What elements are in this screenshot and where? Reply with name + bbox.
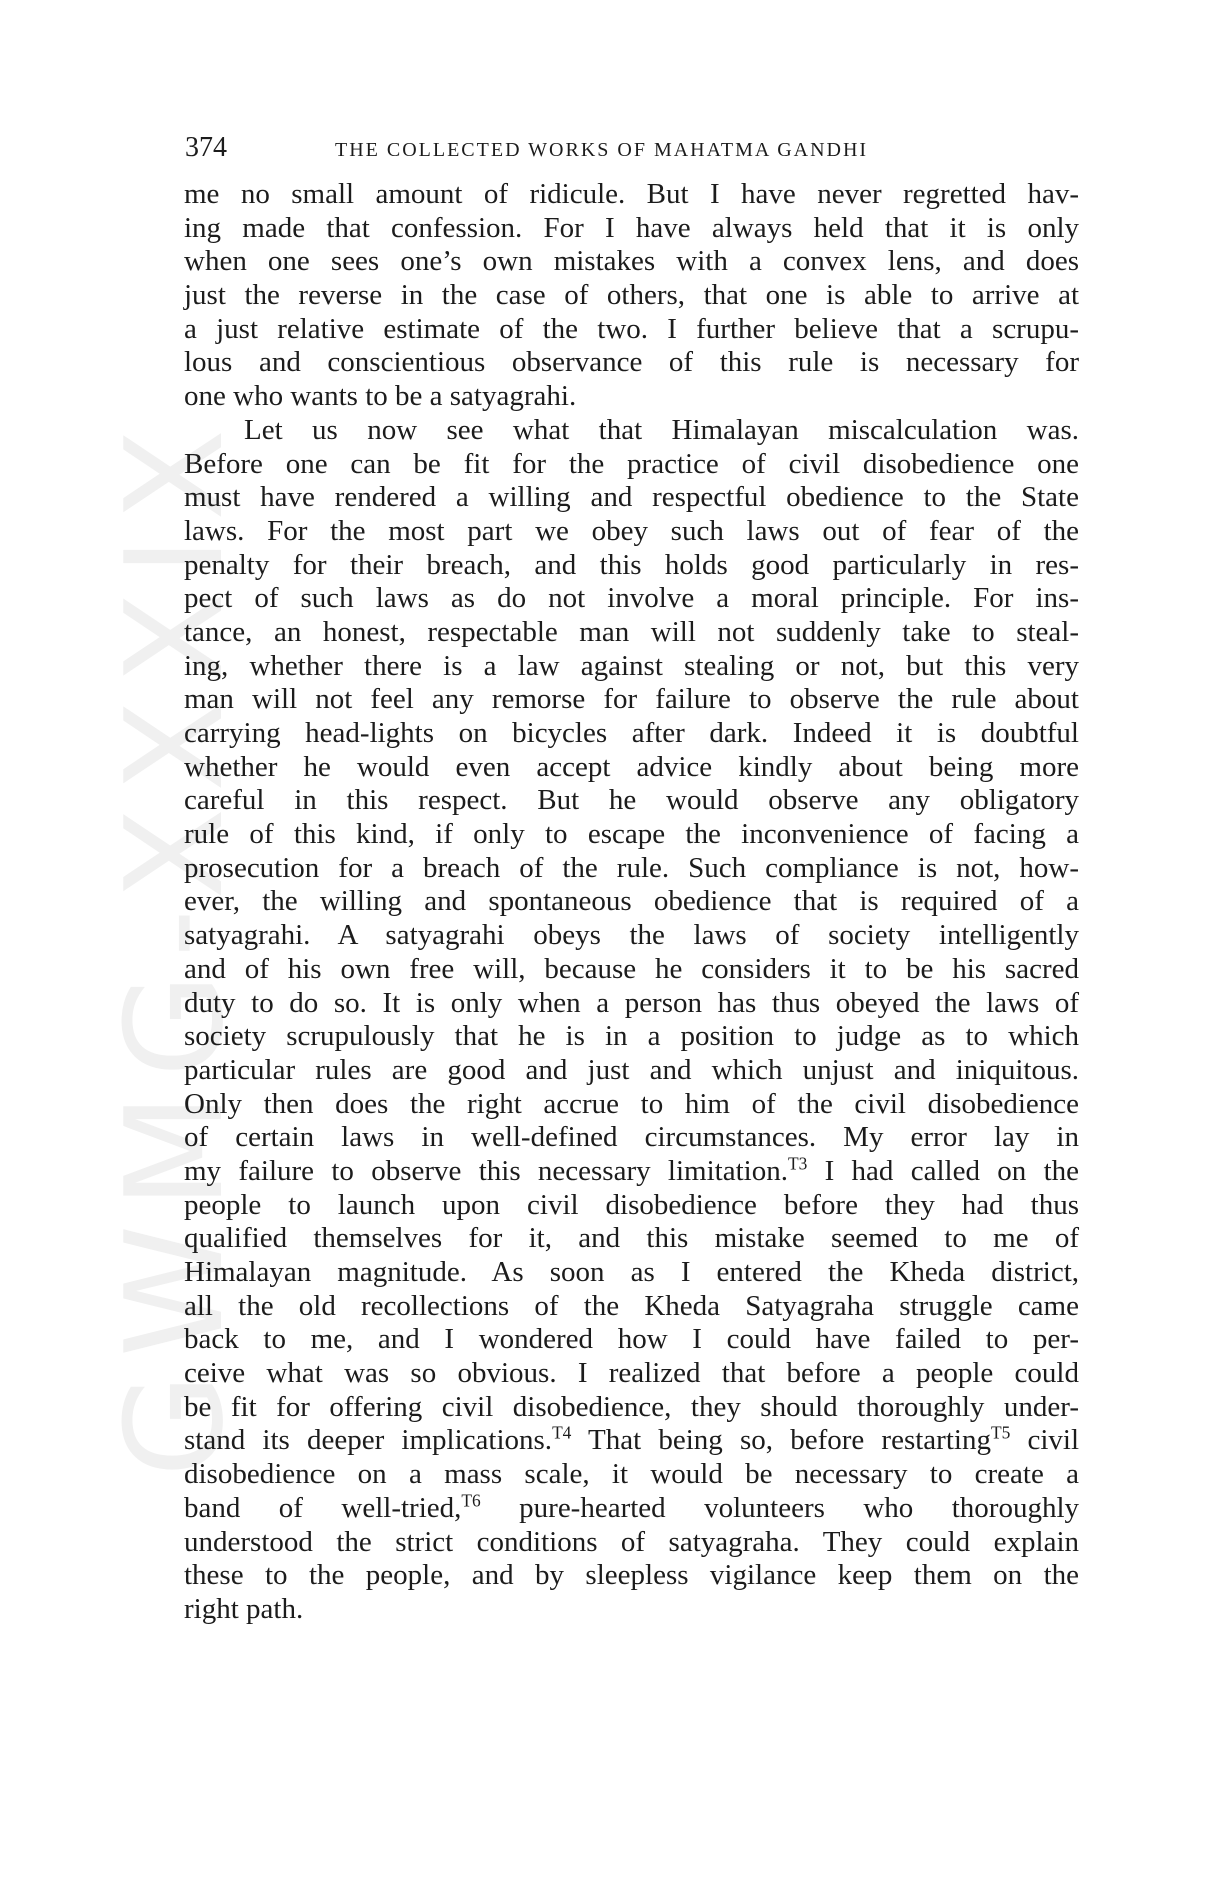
text-line: back to me, and I wondered how I could have failed to per- — [184, 1323, 1079, 1356]
text-line: a just relative estimate of the two. I further believe that a scrupu- — [184, 312, 1079, 345]
footnote-ref-t5: T5 — [990, 1422, 1011, 1443]
text-line: disobedience on a mass scale, it would be necessary to create a — [184, 1458, 1079, 1491]
running-title: THE COLLECTED WORKS OF MAHATMA GANDHI — [335, 139, 869, 161]
text-line — [184, 1492, 1079, 1526]
text-line: duty to do so. It is only when a person has thus obeyed the laws of — [184, 986, 1079, 1019]
text-line: Himalayan magnitude. As soon as I entered the Kheda district, — [184, 1256, 1079, 1288]
text-line: rule of this kind, if only to escape the inconvenience of facing a — [184, 818, 1079, 851]
text-line — [184, 1424, 1079, 1458]
text-line: Before one can be fit for the practice of civil disobedience one — [184, 447, 1079, 480]
text-line: when one sees one’s own mistakes with a convex lens, and does — [184, 245, 1079, 278]
text-line: tance, an honest, respectable man will not suddenly take to steal- — [184, 615, 1079, 648]
text-line: understood the strict conditions of satyagraha. They could explain — [184, 1525, 1079, 1558]
text-line: right path. — [184, 1592, 304, 1625]
text-line: particular rules are good and just and which unjust and iniquitous. — [184, 1053, 1079, 1086]
page-number: 374 — [185, 132, 227, 163]
text-line: satyagrahi. A satyagrahi obeys the laws of society intelligently — [184, 919, 1079, 952]
text-line: society scrupulously that he is in a position to judge as to which — [184, 1020, 1079, 1053]
text-line: carrying head-lights on bicycles after dark. Indeed it is doubtful — [184, 717, 1079, 749]
text-fragment: That being so, before restarting — [571, 1424, 991, 1457]
text-line: Only then does the right accrue to him of the civil disobedience — [184, 1087, 1079, 1120]
text-fragment: civil — [1010, 1424, 1080, 1457]
text-line: prosecution for a breach of the rule. Such compliance is not, how- — [184, 851, 1079, 884]
text-line: must have rendered a willing and respectful obedience to the State — [184, 481, 1079, 514]
text-line: man will not feel any remorse for failure to observe the rule about — [184, 683, 1079, 716]
text-line: one who wants to be a satyagrahi. — [184, 380, 577, 413]
text-fragment: pure-hearted volunteers who thoroughly — [480, 1491, 1079, 1524]
text-line: people to launch upon civil disobedience before they had thus — [184, 1188, 1079, 1221]
footnote-ref-t3: T3 — [787, 1153, 808, 1174]
text-line: penalty for their breach, and this holds good particularly in res- — [184, 548, 1079, 581]
text-fragment: band of well-tried, — [184, 1491, 462, 1524]
text-fragment: I had called on the — [807, 1154, 1080, 1187]
text-line: of certain laws in well-defined circumstances. My error lay in — [184, 1121, 1079, 1154]
page-header — [185, 132, 1080, 168]
text-line: careful in this respect. But he would observe any obligatory — [184, 784, 1079, 817]
footnote-ref-t6: T6 — [461, 1490, 481, 1511]
text-line: ceive what was so obvious. I realized that before a people could — [184, 1357, 1079, 1390]
text-line: laws. For the most part we obey such laws out of fear of the — [184, 514, 1079, 547]
text-line: me no small amount of ridicule. But I have never regretted hav- — [184, 178, 1079, 210]
watermark-text: GWMG-XXXIX — [97, 412, 253, 1478]
text-line: ever, the willing and spontaneous obedience that is required of a — [184, 885, 1079, 918]
text-fragment: my failure to observe this necessary limitation. — [184, 1154, 788, 1187]
text-line: ing, whether there is a law against stealing or not, but this very — [184, 649, 1079, 682]
text-line: and of his own free will, because he considers it to be his sacred — [184, 952, 1079, 985]
text-line: ing made that confession. For I have always held that it is only — [184, 211, 1079, 244]
text-line: pect of such laws as do not involve a moral principle. For ins- — [184, 582, 1079, 615]
text-line: whether he would even accept advice kindly about being more — [184, 750, 1079, 783]
text-line: Let us now see what that Himalayan miscalculation was. — [244, 413, 1079, 446]
text-line: just the reverse in the case of others, that one is able to arrive at — [184, 279, 1079, 312]
footnote-ref-t4: T4 — [552, 1422, 572, 1443]
text-line: these to the people, and by sleepless vigilance keep them on the — [184, 1559, 1079, 1592]
text-line: qualified themselves for it, and this mistake seemed to me of — [184, 1222, 1079, 1255]
body-text — [184, 178, 1079, 1627]
text-line — [184, 1155, 1079, 1189]
text-line: all the old recollections of the Kheda Satyagraha struggle came — [184, 1289, 1079, 1322]
text-line: be fit for offering civil disobedience, they should thoroughly under- — [184, 1390, 1079, 1423]
text-line: lous and conscientious observance of this rule is necessary for — [184, 346, 1079, 379]
text-fragment: stand its deeper implications. — [184, 1424, 553, 1457]
